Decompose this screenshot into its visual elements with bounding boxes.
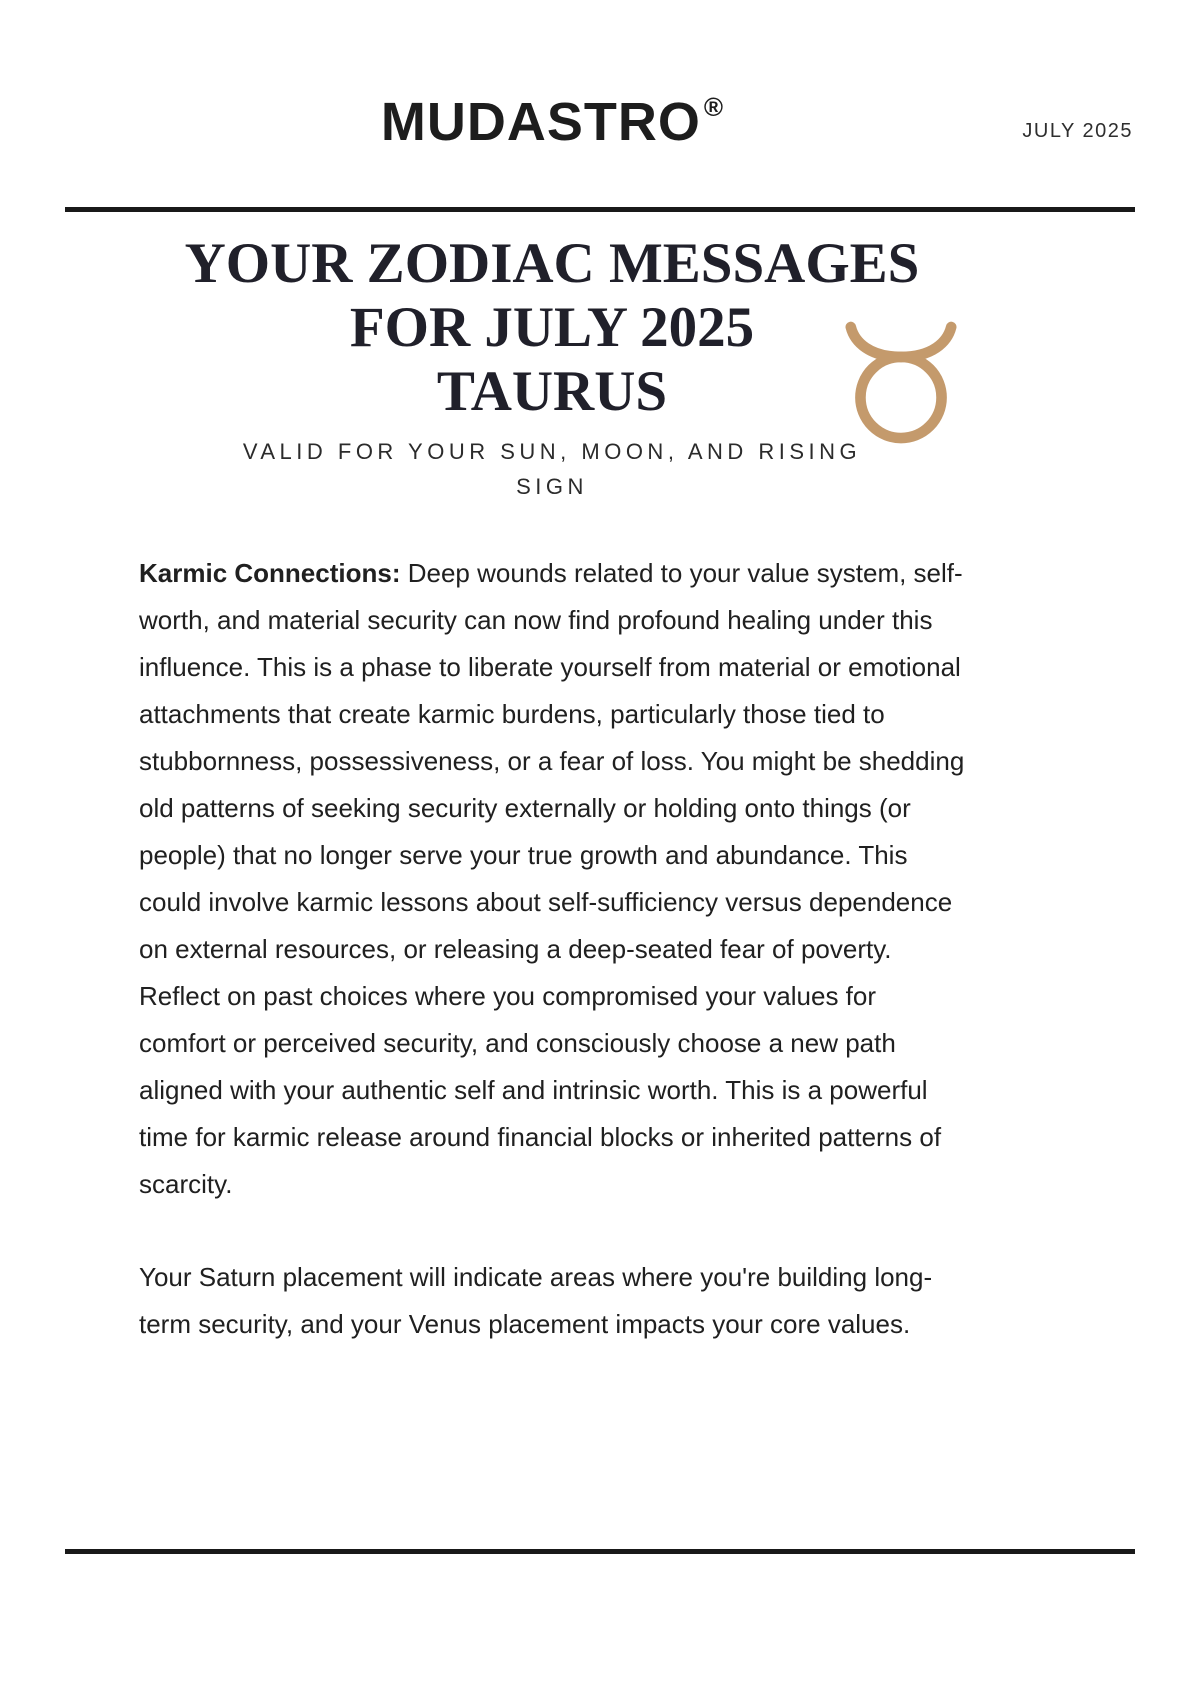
headline-line-3: TAURUS: [436, 360, 668, 423]
issue-date: JULY 2025: [1022, 120, 1133, 142]
headline-line-2: FOR JULY 2025: [349, 296, 755, 359]
karmic-connections-label: Karmic Connections:: [139, 558, 401, 588]
page-header: [0, 0, 1200, 167]
karmic-connections-text: Deep wounds related to your value system, self-worth, and material security can now find profound healing under this influence. This is a phase to liberate yourself from material or emotional attachments that create karmic burdens, particularly those tied to stubbornness, possessiveness, or a fear of loss. You might be shedding old patterns of seeking security externally or holding onto things (or people) that no longer serve your true growth and abundance. This could involve karmic lessons about self-sufficiency versus dependence on external resources, or releasing a deep-seated fear of poverty. Reflect on past choices where you compromised your values for comfort or perceived security, and consciously choose a new path aligned with your authentic self and intrinsic worth. This is a powerful time for karmic release around financial blocks or inherited patterns of scarcity.: [139, 558, 965, 1199]
brand-logo: [139, 76, 965, 167]
headline-line-1: YOUR ZODIAC MESSAGES: [184, 232, 920, 295]
message-body: [139, 550, 967, 1348]
brand-name: MUDASTRO: [380, 92, 701, 152]
taurus-zodiac-icon: [845, 320, 957, 446]
registered-trademark-mark: ®: [703, 92, 724, 122]
bottom-divider-rule: [65, 1549, 1135, 1554]
placements-paragraph: Your Saturn placement will indicate areas where you're building long-term security, and your Venus placement impacts your core values.: [139, 1262, 933, 1339]
headline-block: [139, 232, 965, 424]
karmic-connections-paragraph: [139, 550, 967, 1208]
validity-subtitle-line-1: VALID FOR YOUR SUN, MOON, AND RISING: [242, 439, 862, 464]
validity-subtitle: [139, 434, 965, 504]
top-divider-rule: [65, 207, 1135, 212]
validity-subtitle-line-2: SIGN: [516, 474, 588, 499]
